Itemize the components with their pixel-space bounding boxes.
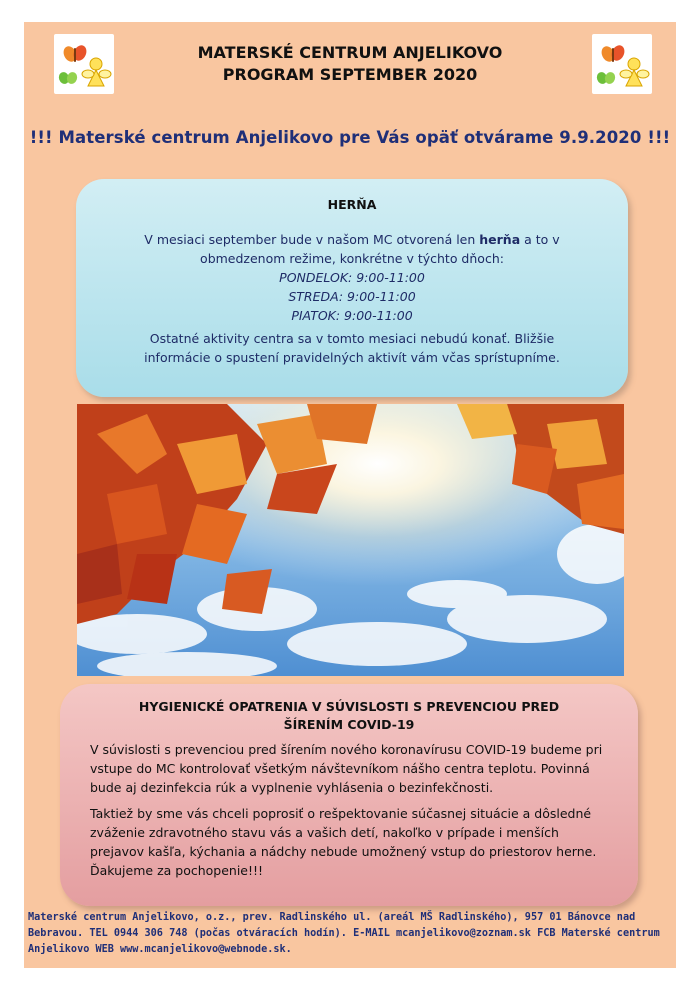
butterfly-angel-logo-icon bbox=[54, 34, 114, 94]
hygiene-box bbox=[60, 684, 638, 906]
hygiene-paragraph-1: V súvislosti s prevenciou pred šírením nového koronavírusu COVID-19 budeme pri vstupe do MC kontrolovať všetkým návštevníkom nášho centra teplotu. Povinná bude aj dezinfekcia rúk a vyplnenie vyhlásenia o bezinfekčnosti. bbox=[90, 742, 603, 795]
play-room-box bbox=[76, 179, 628, 397]
contact-footer: Materské centrum Anjelikovo, o.z., prev. Radlinského ul. (areál MŠ Radlinského), 957 01 Bánovce nad Bebravou. TEL 0944 306 748 (počas otváracích hodín). E-MAIL mcanjelikovo@zoznam.sk FCB Materské centrum Anjelikovo WEB www.mcanjelikovo@webnode.sk. bbox=[28, 912, 660, 955]
header-title: MATERSKÉ CENTRUM ANJELIKOVO bbox=[197, 43, 503, 62]
play-room-intro: V mesiaci september bude v našom MC otvorená len herňa a to v obmedzenom režime, konkrétne v týchto dňoch: bbox=[144, 232, 560, 266]
header-subtitle: PROGRAM SEPTEMBER 2020 bbox=[222, 65, 478, 84]
logo-left bbox=[54, 34, 114, 94]
poster-page bbox=[24, 22, 676, 968]
poster-header bbox=[124, 42, 576, 86]
play-room-outro: Ostatné aktivity centra sa v tomto mesiaci nebudú konať. Bližšie informácie o spustení pravidelných aktivít vám včas sprístupníme. bbox=[144, 331, 560, 365]
play-room-highlight: herňa bbox=[479, 232, 521, 247]
butterfly-angel-logo-icon bbox=[592, 34, 652, 94]
schedule-friday: PIATOK: 9:00-11:00 bbox=[291, 308, 413, 323]
hygiene-title: HYGIENICKÉ OPATRENIA V SÚVISLOSTI S PREVENCIOU PRED ŠÍRENÍM COVID-19 bbox=[138, 699, 560, 732]
hygiene-paragraph-2: Taktiež by sme vás chceli poprosiť o rešpektovanie súčasnej situácie a dôsledné zváženie zdravotného stavu vás a vašich detí, nakoľko v prípade i menších prejavov kašľa, kýchania a nádchy nebude umožnený vstup do priestorov herne. Ďakujeme za pochopenie!!! bbox=[90, 806, 597, 878]
schedule-monday: PONDELOK: 9:00-11:00 bbox=[279, 270, 425, 285]
play-room-title: HERŇA bbox=[327, 197, 377, 212]
autumn-leaves-sky-photo bbox=[77, 404, 624, 676]
schedule-wednesday: STREDA: 9:00-11:00 bbox=[288, 289, 416, 304]
announcement: !!! Materské centrum Anjelikovo pre Vás opäť otvárame 9.9.2020 !!! bbox=[29, 128, 671, 147]
logo-right bbox=[592, 34, 652, 94]
